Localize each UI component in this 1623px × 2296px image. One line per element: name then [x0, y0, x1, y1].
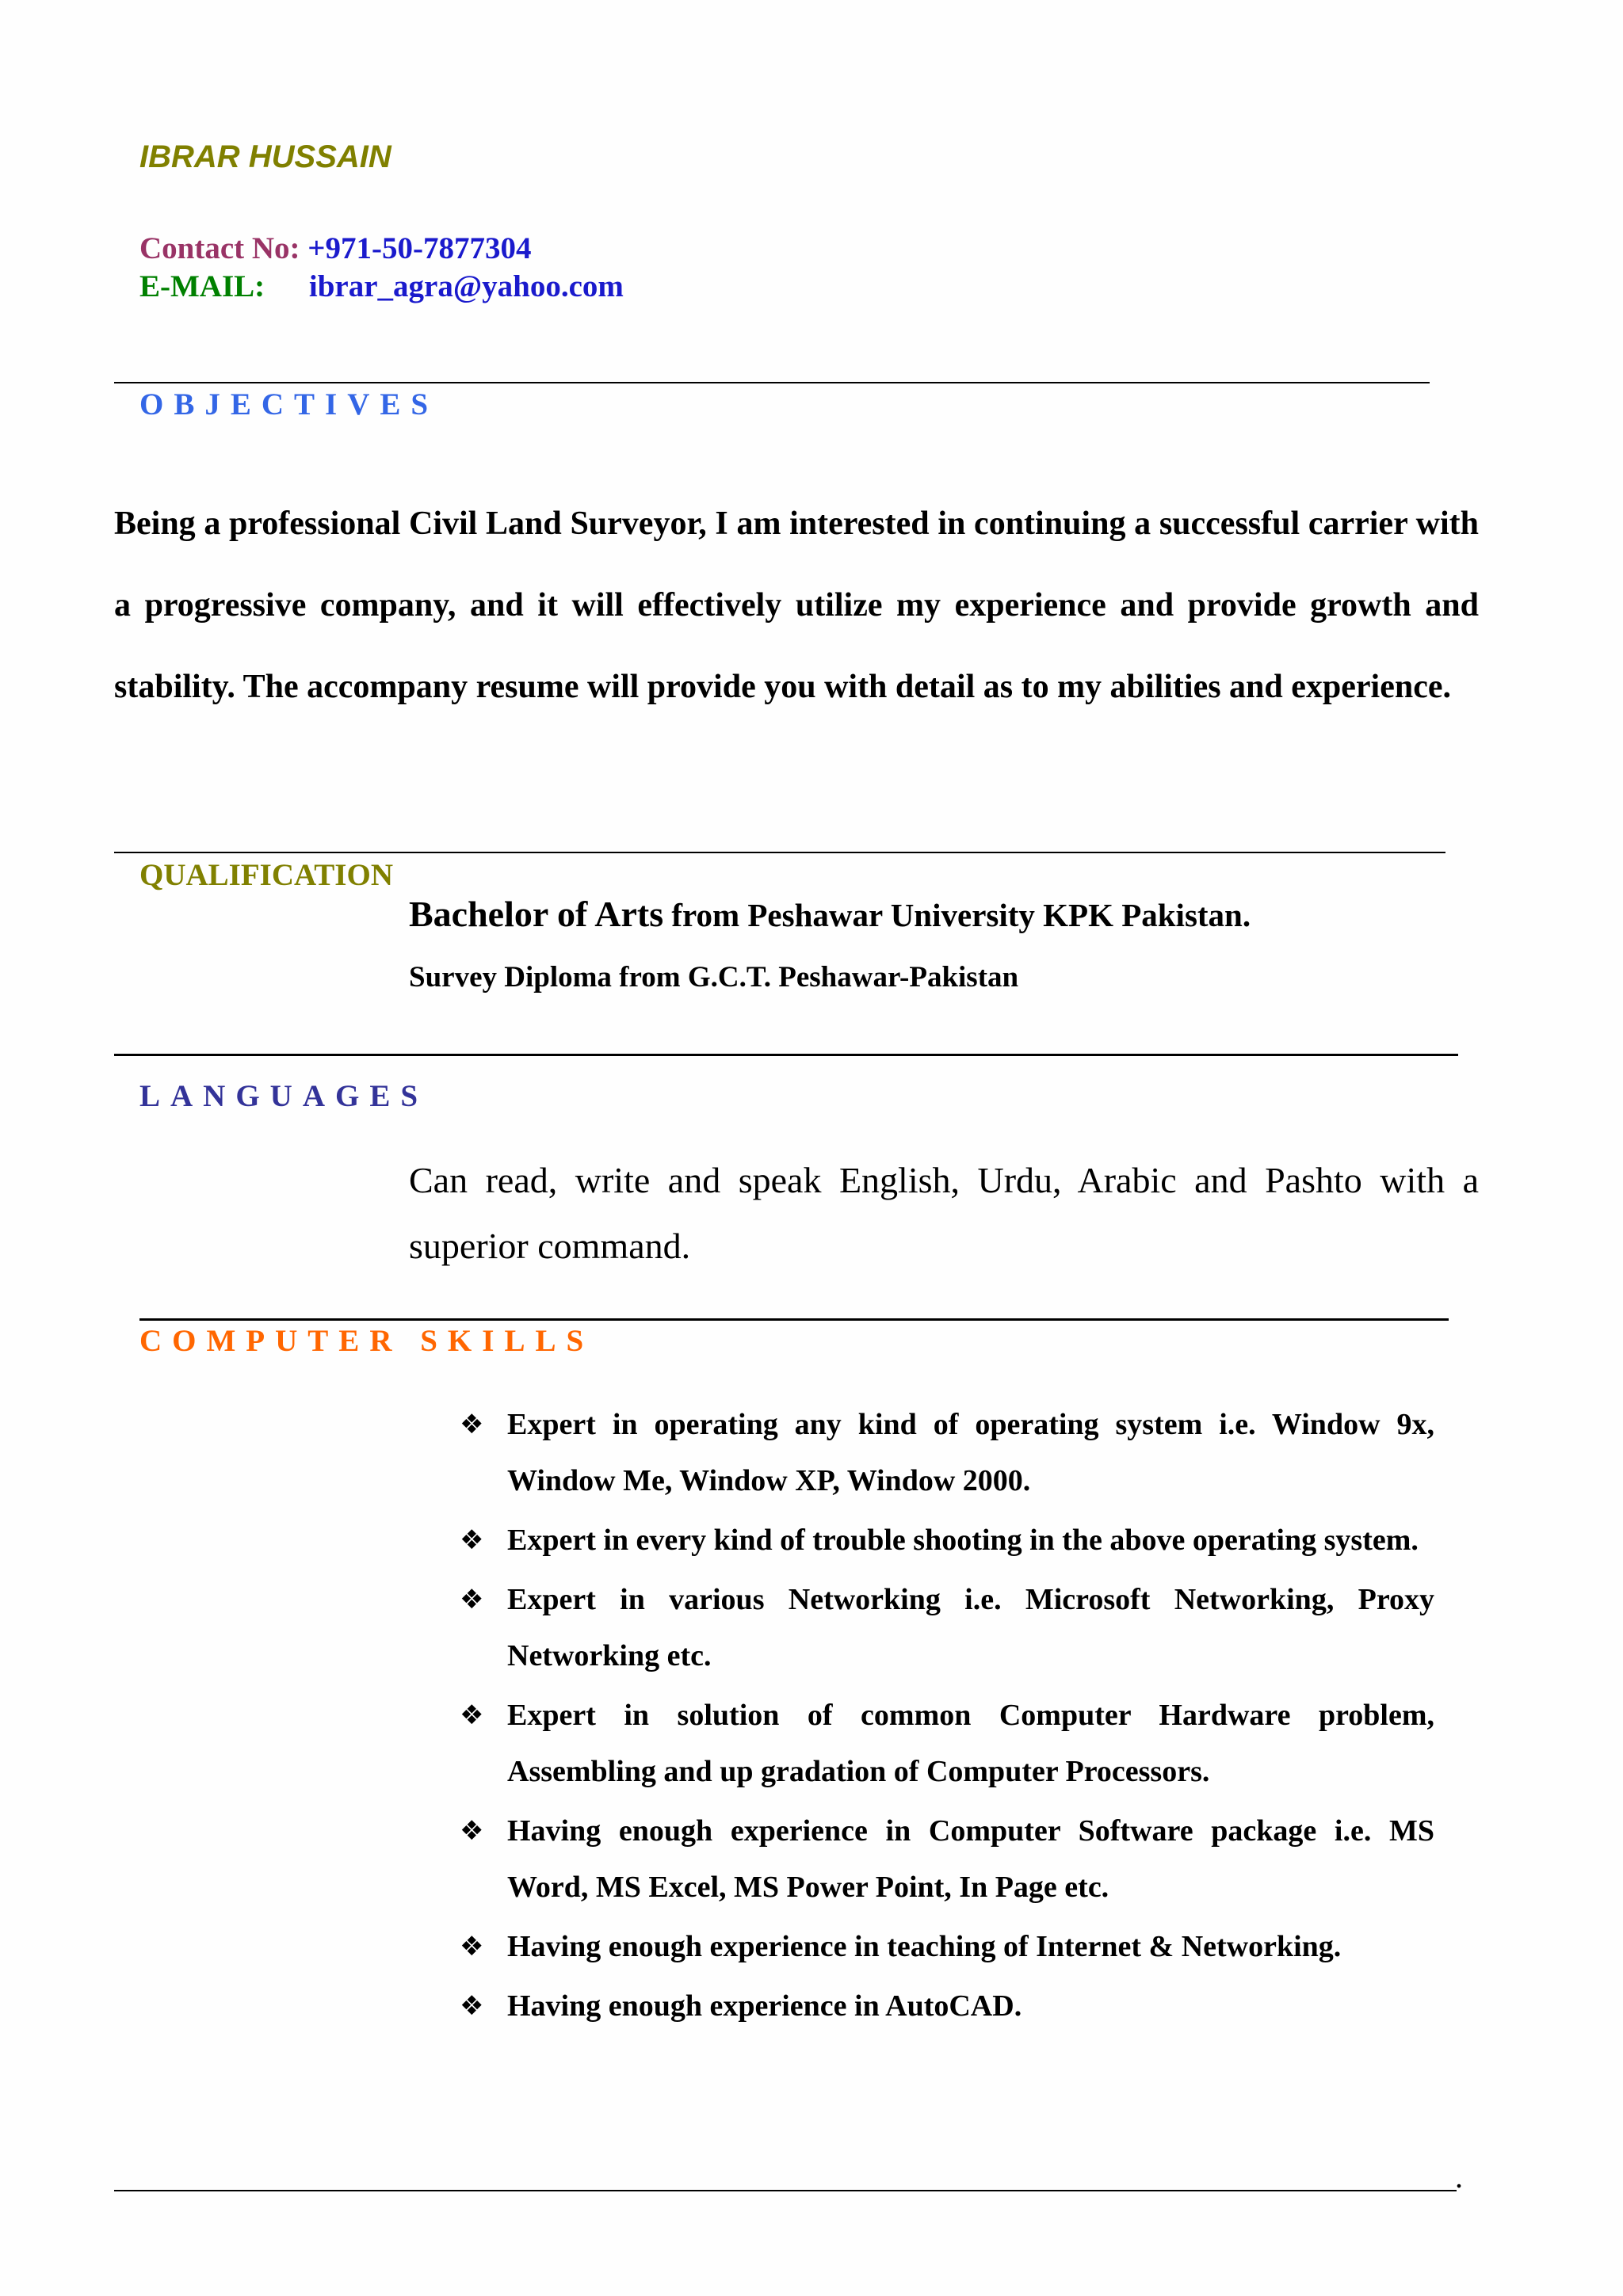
- footer-dot: .: [1455, 2159, 1463, 2195]
- footer-divider: [114, 2190, 1457, 2191]
- contact-row: [139, 230, 624, 268]
- degree-detail: from Peshawar University KPK Pakistan.: [663, 897, 1251, 933]
- skill-item: ❖ Expert in solution of common Computer Hardware problem, Assembling and up gradation of Computer Processors.: [460, 1688, 1434, 1800]
- computer-skills-list: [460, 1397, 1434, 2038]
- email-row: [139, 268, 624, 306]
- bullet-icon: ❖: [460, 1815, 484, 1847]
- objectives-text: Being a professional Civil Land Surveyor, I am interested in continuing a successful carrier with a progressive company, and it will effectively utilize my experience and provide growth and stability. The accompany resume will provide you with detail as to my abilities and experience.: [114, 505, 1479, 705]
- qualification-heading: QUALIFICATION: [139, 858, 393, 892]
- skill-item: ❖ Having enough experience in AutoCAD.: [460, 1978, 1434, 2035]
- bullet-icon: ❖: [460, 1524, 484, 1556]
- bullet-icon: ❖: [460, 1584, 484, 1615]
- bullet-icon: ❖: [460, 1990, 484, 2022]
- email-address: ibrar_agra@yahoo.com: [308, 269, 624, 303]
- skill-item: ❖ Having enough experience in teaching of Internet & Networking.: [460, 1919, 1434, 1975]
- languages-heading: LANGUAGES: [139, 1079, 429, 1113]
- computer-skills-heading: COMPUTER SKILLS: [139, 1324, 594, 1358]
- email-label: E-MAIL:: [139, 269, 265, 303]
- skill-item: ❖ Expert in every kind of trouble shooting in the above operating system.: [460, 1512, 1434, 1569]
- contact-label: Contact No:: [139, 231, 300, 265]
- section-divider: [114, 382, 1430, 383]
- skill-item: ❖ Expert in various Networking i.e. Microsoft Networking, Proxy Networking etc.: [460, 1572, 1434, 1684]
- objectives-heading: OBJECTIVES: [139, 387, 439, 421]
- candidate-name: IBRAR HUSSAIN: [139, 139, 391, 174]
- section-divider: [139, 1318, 1449, 1321]
- qualification-diploma: Survey Diploma from G.C.T. Peshawar-Pakistan: [409, 961, 1019, 994]
- bullet-icon: ❖: [460, 1699, 484, 1731]
- contact-block: [139, 230, 624, 306]
- degree-title: Bachelor of Arts: [409, 894, 664, 934]
- section-divider: [114, 1054, 1458, 1056]
- qualification-degree: [409, 893, 1251, 935]
- bullet-icon: ❖: [460, 1409, 484, 1440]
- section-divider: [114, 852, 1445, 853]
- skill-item: ❖ Having enough experience in Computer Software package i.e. MS Word, MS Excel, MS Power Point, In Page etc.: [460, 1803, 1434, 1916]
- languages-text: Can read, write and speak English, Urdu, Arabic and Pashto with a superior command.: [409, 1160, 1479, 1266]
- contact-number: +971-50-7877304: [307, 231, 532, 265]
- skill-item: ❖ Expert in operating any kind of operating system i.e. Window 9x, Window Me, Window XP, Window 2000.: [460, 1397, 1434, 1509]
- bullet-icon: ❖: [460, 1931, 484, 1962]
